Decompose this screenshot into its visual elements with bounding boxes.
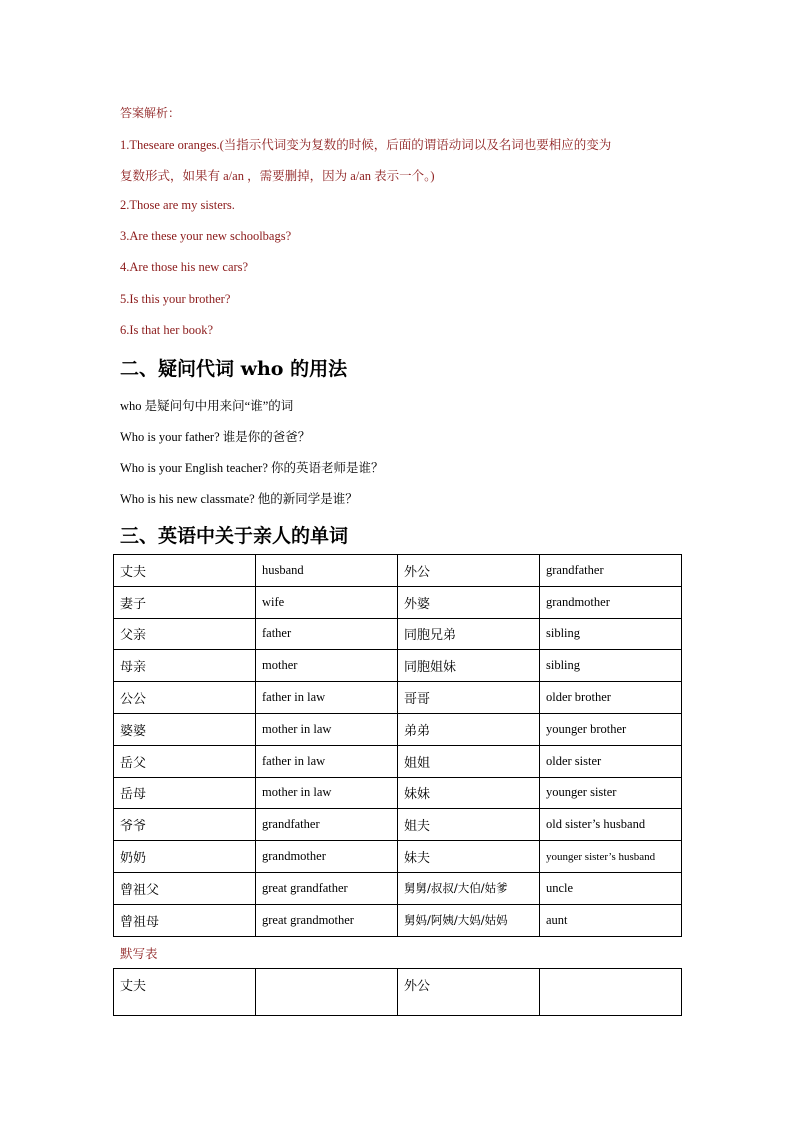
table-cell: 妹夫 bbox=[398, 841, 540, 873]
table-cell: father in law bbox=[256, 682, 398, 714]
section3-title: 三、英语中关于亲人的单词 bbox=[120, 525, 349, 547]
table-cell: younger sister bbox=[540, 777, 682, 809]
table-row bbox=[114, 777, 682, 809]
section2-example-2: Who is your English teacher? 你的英语老师是谁？ bbox=[120, 461, 384, 475]
table-cell: 曾祖父 bbox=[114, 872, 256, 904]
table-row bbox=[114, 713, 682, 745]
table-cell: 哥哥 bbox=[398, 682, 540, 714]
table-cell: 同胞兄弟 bbox=[398, 618, 540, 650]
table-cell: older sister bbox=[540, 745, 682, 777]
table-row bbox=[114, 969, 682, 1016]
table-cell: grandmother bbox=[256, 841, 398, 873]
table-cell: sibling bbox=[540, 618, 682, 650]
table-cell: 丈夫 bbox=[114, 969, 256, 1016]
table-cell: 父亲 bbox=[114, 618, 256, 650]
table-row bbox=[114, 682, 682, 714]
table-cell: older brother bbox=[540, 682, 682, 714]
table-row bbox=[114, 872, 682, 904]
table-cell: 同胞姐妹 bbox=[398, 650, 540, 682]
table-cell: younger sister’s husband bbox=[540, 841, 682, 873]
section2-example-3: Who is his new classmate? 他的新同学是谁？ bbox=[120, 492, 358, 506]
answer-item-4: 4.Are those his new cars? bbox=[120, 260, 249, 274]
table-cell: old sister’s husband bbox=[540, 809, 682, 841]
table-cell: grandfather bbox=[256, 809, 398, 841]
table-cell: great grandmother bbox=[256, 904, 398, 936]
table-cell[interactable] bbox=[540, 969, 682, 1016]
table-cell: younger brother bbox=[540, 713, 682, 745]
table-cell: 丈夫 bbox=[114, 555, 256, 587]
table-cell: grandfather bbox=[540, 555, 682, 587]
table-cell: 曾祖母 bbox=[114, 904, 256, 936]
dictation-label: 默写表 bbox=[120, 946, 158, 961]
table-cell: 母亲 bbox=[114, 650, 256, 682]
table-cell: 外公 bbox=[398, 969, 540, 1016]
table-cell: great grandfather bbox=[256, 872, 398, 904]
table-cell: 舅妈/阿姨/大妈/姑妈 bbox=[398, 904, 540, 936]
table-cell: wife bbox=[256, 586, 398, 618]
table-cell: 妻子 bbox=[114, 586, 256, 618]
table-cell: grandmother bbox=[540, 586, 682, 618]
section2-title: 二、疑问代词 who 的用法 bbox=[120, 358, 348, 380]
answer-item-3: 3.Are these your new schoolbags? bbox=[120, 229, 292, 243]
table-row bbox=[114, 841, 682, 873]
table-cell: 婆婆 bbox=[114, 713, 256, 745]
table-cell: 岳父 bbox=[114, 745, 256, 777]
table-cell: 姐姐 bbox=[398, 745, 540, 777]
answer-line-1b: 复数形式，如果有 a/an ，需要删掉，因为 a/an 表示一个。) bbox=[120, 169, 435, 183]
table-cell[interactable] bbox=[256, 969, 398, 1016]
table-cell: father in law bbox=[256, 745, 398, 777]
table-cell: 公公 bbox=[114, 682, 256, 714]
table-cell: 爷爷 bbox=[114, 809, 256, 841]
section2-intro: who 是疑问句中用来问“谁”的词 bbox=[120, 399, 294, 413]
table-row bbox=[114, 809, 682, 841]
table-cell: 弟弟 bbox=[398, 713, 540, 745]
table-cell: husband bbox=[256, 555, 398, 587]
table-row bbox=[114, 745, 682, 777]
table-cell: 姐夫 bbox=[398, 809, 540, 841]
table-row bbox=[114, 555, 682, 587]
table-cell: sibling bbox=[540, 650, 682, 682]
table-cell: mother in law bbox=[256, 713, 398, 745]
table-cell: 舅舅/叔叔/大伯/姑爹 bbox=[398, 872, 540, 904]
table-cell: mother in law bbox=[256, 777, 398, 809]
answer-item-5: 5.Is this your brother? bbox=[120, 292, 231, 306]
table-cell: 外婆 bbox=[398, 586, 540, 618]
answer-item-6: 6.Is that her book? bbox=[120, 323, 214, 337]
table-cell: mother bbox=[256, 650, 398, 682]
table-row bbox=[114, 650, 682, 682]
table-cell: 岳母 bbox=[114, 777, 256, 809]
answer-line-1a: 1.Theseare oranges.(当指示代词变为复数的时候，后面的谓语动词以及名词也要相应的变为 bbox=[120, 138, 612, 152]
section2-example-1: Who is your father? 谁是你的爸爸？ bbox=[120, 430, 311, 444]
table-cell: uncle bbox=[540, 872, 682, 904]
table-cell: father bbox=[256, 618, 398, 650]
table-row bbox=[114, 904, 682, 936]
answer-item-2: 2.Those are my sisters. bbox=[120, 198, 235, 212]
table-cell: aunt bbox=[540, 904, 682, 936]
dictation-table bbox=[113, 968, 682, 1016]
table-cell: 妹妹 bbox=[398, 777, 540, 809]
table-cell: 外公 bbox=[398, 555, 540, 587]
answers-heading: 答案解析： bbox=[120, 106, 181, 120]
table-row bbox=[114, 618, 682, 650]
table-cell: 奶奶 bbox=[114, 841, 256, 873]
family-words-table bbox=[113, 554, 682, 937]
table-row bbox=[114, 586, 682, 618]
